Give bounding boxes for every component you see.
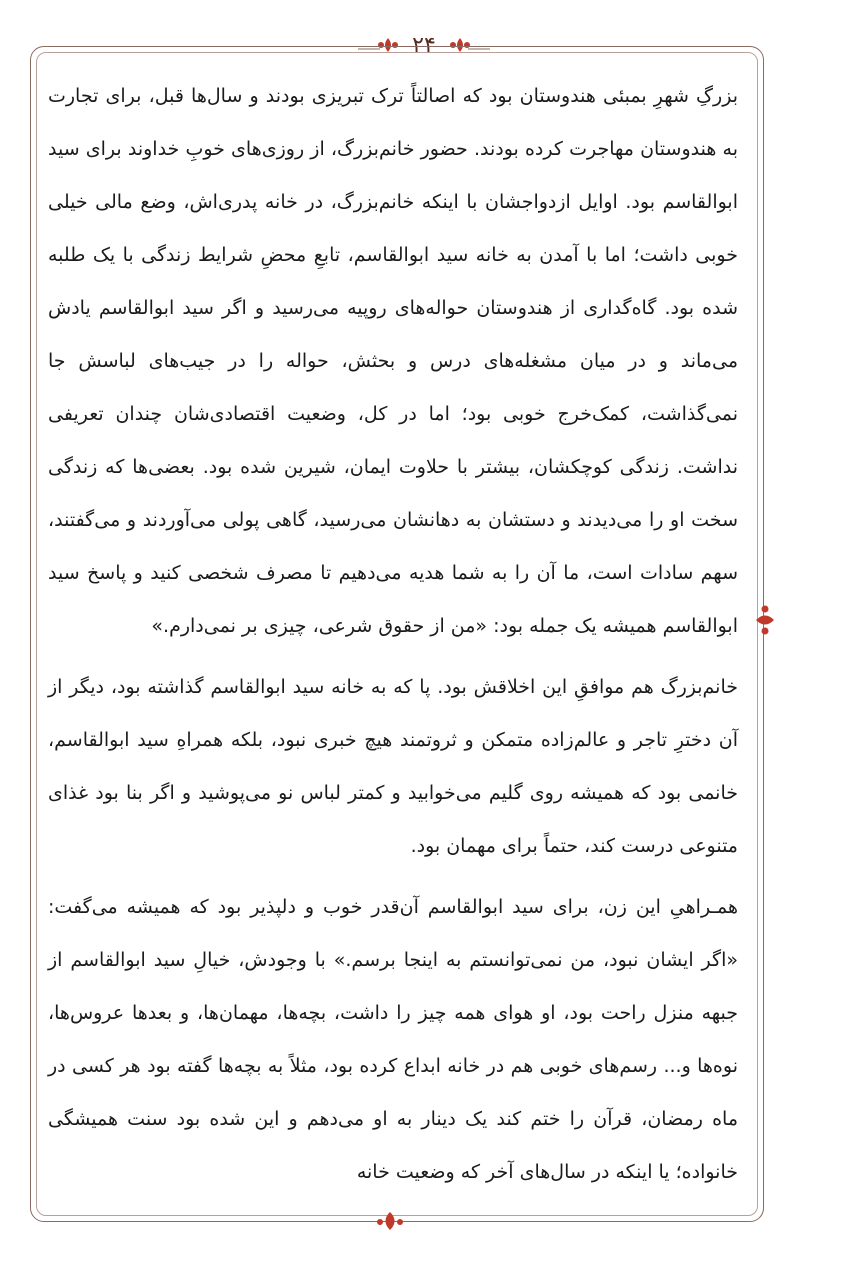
page-number: ۲۴ (412, 32, 436, 58)
paragraph-3: همـراهیِ این زن، برای سید ابوالقاسم آن‌قدر خوب و دلپذیر بود که همیشه می‌گفت: «اگر ایشان نبود، من نمی‌توانستم به اینجا برسم.» با وجودش، خیالِ سید ابوالقاسم از جبهه منزل راحت بود، او هوای همه چیز را داشت، بچه‌ها، مهمان‌ها، و بعدها عروس‌ها، نوه‌ها و... رسم‌های خوبی هم در خانه ابداع کرده بود، مثلاً به بچه‌ها گفته بود هر کسی در ماه رمضان، قرآن را ختم کند یک دینار به او می‌دهم و این شده بود سنت همیشگی خانواده؛ یا اینکه در سال‌های آخر که وضعیت خانه (48, 896, 738, 1183)
side-floral-ornament-icon (752, 600, 778, 644)
paragraph-2: خانم‌بزرگ هم موافقِ این اخلاقش بود. پا که به خانه سید ابوالقاسم گذاشته بود، دیگر از آن دخترِ تاجر و عالم‌زاده متمکن و ثروتمند هیچ خبری نبود، بلکه همراهِ سید ابوالقاسم، خانمی بود که همیشه روی گلیم می‌خوابید و کمتر لباس نو می‌پوشید و اگر بنا بود غذای متنوعی درست کند، حتماً برای مهمان بود. (48, 676, 738, 857)
page-body-text (48, 70, 738, 1199)
bottom-floral-ornament-icon (370, 1210, 410, 1238)
paragraph-1: بزرگِ شهرِ بمبئی هندوستان بود که اصالتاً ترک تبریزی بودند و سال‌ها قبل، برای تجارت به هندوستان مهاجرت کرده بودند. حضور خانم‌بزرگ، از روزی‌های خوبِ خداوند برای سید ابوالقاسم بود. اوایل ازدواجشان با اینکه خانم‌بزرگ، در خانه پدری‌اش، وضع مالی خیلی خوبی داشت؛ اما با آمدن به خانه سید ابوالقاسم، تابعِ محضِ شرایط زندگی با یک طلبه شده بود. گاه‌گداری از هندوستان حواله‌های روپیه می‌رسید و اگر سید ابوالقاسم یادش می‌ماند و در میان مشغله‌های درس و بحثش، حواله را در جیب‌های لباسش جا نمی‌گذاشت، کمک‌خرج خوبی بود؛ اما در کل، وضعیت اقتصادی‌شان چندان تعریفی نداشت. زندگی کوچکشان، بیشتر با حلاوت ایمان، شیرین شده بود. بعضی‌ها که زندگی سخت او را می‌دیدند و دستشان به دهانشان می‌رسید، گاهی پولی می‌آوردند و می‌گفتند، سهم سادات است، ما آن را به شما هدیه می‌دهیم تا مصرف شخصی کنید و پاسخ سید ابوالقاسم همیشه یک جمله بود: «من از حقوق شرعی، چیزی بر نمی‌دارم.» (48, 85, 738, 637)
